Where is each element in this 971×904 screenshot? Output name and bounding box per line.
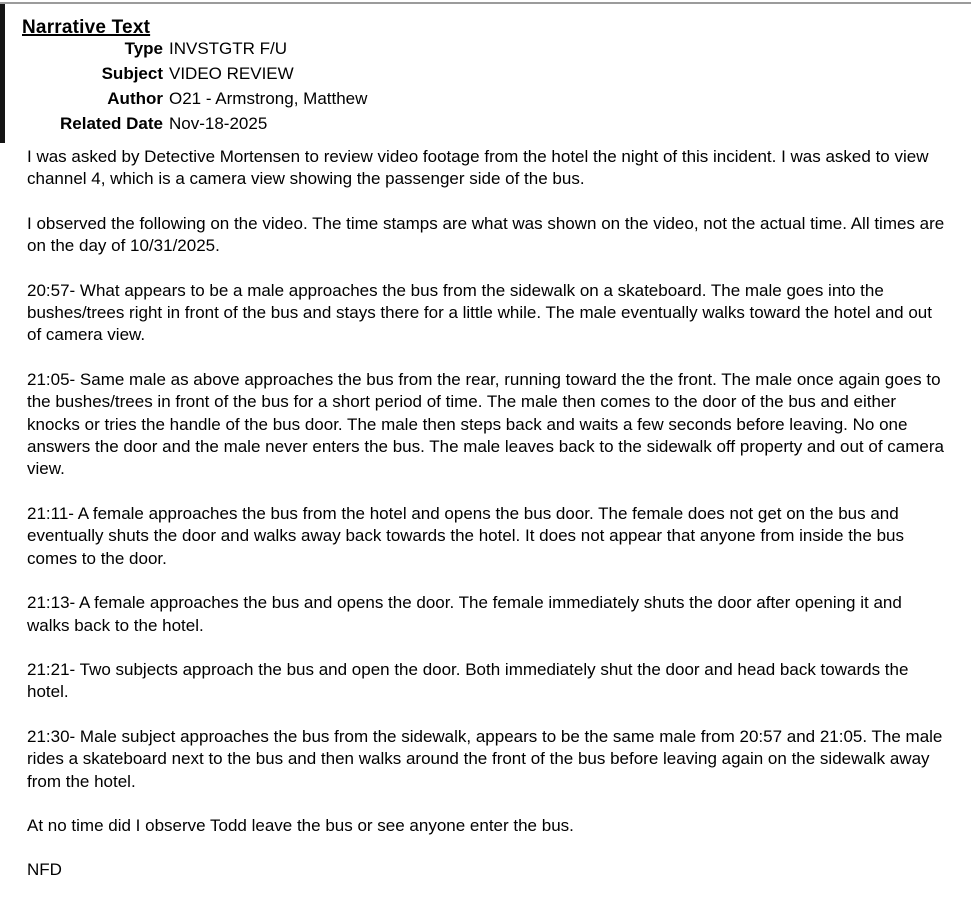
metadata-label: Subject [101,64,163,83]
narrative-paragraph: I observed the following on the video. The time stamps are what was shown on the video, not the actual time. All times are on the day of 10/31/2025. [27,213,945,256]
narrative-paragraph: I was asked by Detective Mortensen to review video footage from the hotel the night of this incident. I was asked to view channel 4, which is a camera view showing the passenger side of the bus. [27,147,929,189]
narrative-paragraph: 21:21- Two subjects approach the bus and open the door. Both immediately shut the door and head back towards the hotel. [27,659,909,702]
narrative-paragraph: NFD [27,860,62,880]
narrative-paragraph: 21:30- Male subject approaches the bus from the sidewalk, appears to be the same male from 20:57 and 21:05. The male rides a skateboard next to the bus and then walks around the front of the bus before leaving again on the sidewalk away from the hotel. [27,726,943,791]
metadata-value: INVSTGTR F/U [169,39,288,58]
metadata-block [0,36,367,136]
metadata-label: Related Date [60,114,163,133]
narrative-paragraph: 21:05- Same male as above approaches the bus from the rear, running toward the the front. The male once again goes to the bushes/trees in front of the bus for a short period of time. The male then comes to the door of the bus and either knocks or tries the handle of the bus door. The male then steps back and waits a few seconds before leaving. No one answers the door and the male never enters the bus. The male leaves back to the sidewalk off property and out of camera view. [27,369,944,479]
metadata-row-author [0,86,367,111]
narrative-paragraph: At no time did I observe Todd leave the bus or see anyone enter the bus. [27,815,574,835]
narrative-body [27,146,947,904]
metadata-label: Type [124,39,163,58]
metadata-row-type [0,36,367,61]
metadata-value: VIDEO REVIEW [169,64,294,83]
narrative-paragraph: 21:11- A female approaches the bus from the hotel and opens the bus door. The female does not get on the bus and eventually shuts the door and walks away back towards the hotel. It does not appear that anyone from inside the bus comes to the door. [27,503,904,568]
narrative-paragraph: 20:57- What appears to be a male approaches the bus from the sidewalk on a skateboard. The male goes into the bushes/trees right in front of the bus and stays there for a little while. The male eventually walks toward the hotel and out of camera view. [27,280,932,345]
metadata-label: Author [107,89,163,108]
metadata-row-related-date [0,111,367,136]
top-border-line [0,2,971,4]
metadata-value: Nov-18-2025 [169,114,268,133]
narrative-paragraph: 21:13- A female approaches the bus and opens the door. The female immediately shuts the door after opening it and walks back to the hotel. [27,593,902,635]
metadata-row-subject [0,61,367,86]
page-title: Narrative Text [22,16,151,38]
metadata-value: O21 - Armstrong, Matthew [169,89,368,108]
